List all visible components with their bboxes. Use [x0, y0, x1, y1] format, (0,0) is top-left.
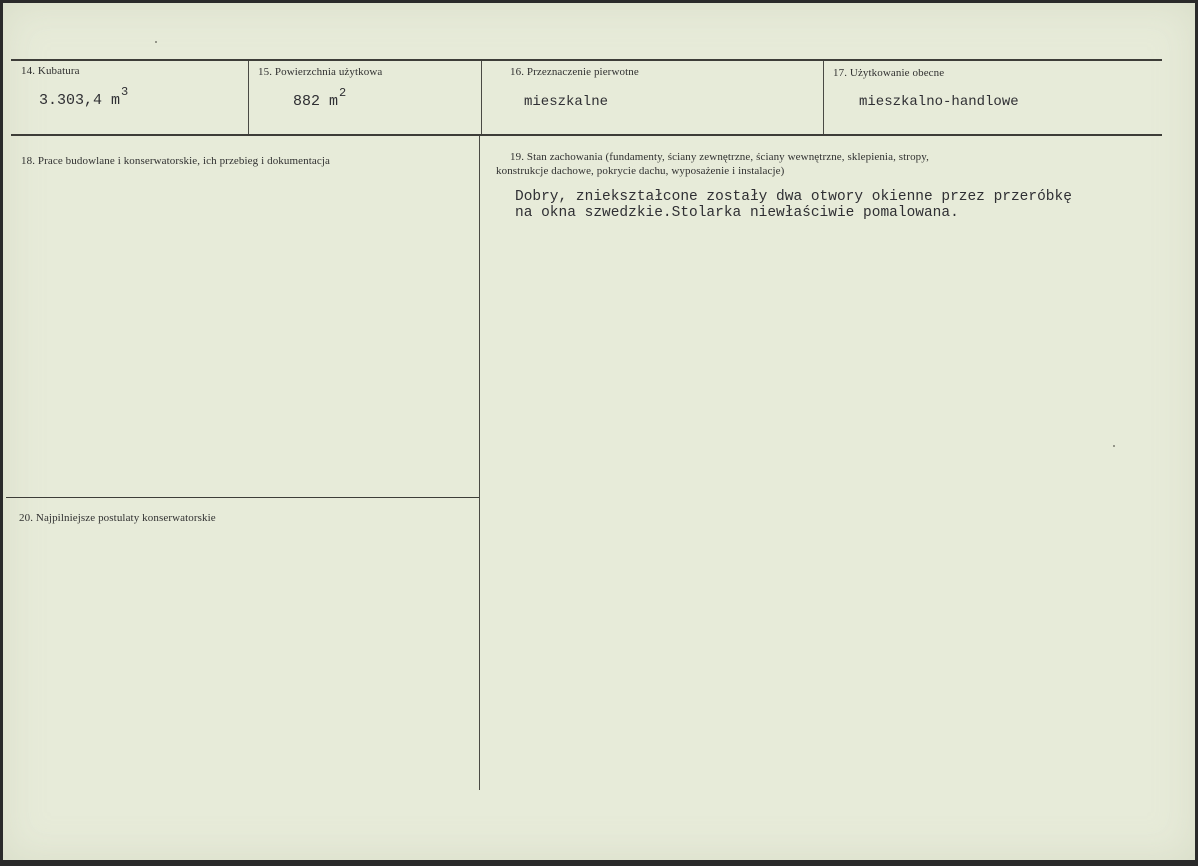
field-17-label: 17. Użytkowanie obecne [833, 67, 945, 79]
field-19-label-line2: konstrukcje dachowe, pokrycie dachu, wyposażenie i instalacje) [496, 165, 785, 177]
field-18-label: 18. Prace budowlane i konserwatorskie, ich przebieg i dokumentacja [21, 155, 330, 167]
field-17-value: mieszkalno-handlowe [859, 94, 1019, 110]
field-15-exponent: 2 [339, 86, 347, 100]
row-divider [11, 134, 1162, 136]
field-14-value [39, 85, 129, 109]
field-20-label: 20. Najpilniejsze postulaty konserwatorskie [19, 512, 216, 524]
field-15-value [293, 86, 347, 110]
top-rule [11, 59, 1162, 61]
field-16-value: mieszkalne [524, 94, 609, 110]
field-15-number: 882 m [293, 93, 339, 110]
col-divider-3 [823, 61, 824, 134]
field-19-text-line2: na okna szwedzkie.Stolarka niewłaściwie pomalowana. [515, 205, 959, 221]
field-14-label: 14. Kubatura [21, 65, 80, 77]
section-divider [6, 497, 479, 498]
field-19-text-line1: Dobry, zniekształcone zostały dwa otwory okienne przez przeróbkę [515, 189, 1072, 205]
field-16-label: 16. Przeznaczenie pierwotne [510, 66, 639, 78]
field-15-label: 15. Powierzchnia użytkowa [258, 66, 383, 78]
col-divider-1 [248, 61, 249, 134]
field-19-label-line1: 19. Stan zachowania (fundamenty, ściany zewnętrzne, ściany wewnętrzne, sklepienia, stropy, [510, 151, 930, 163]
main-col-divider [479, 136, 480, 790]
speck [1113, 445, 1115, 447]
col-divider-2 [481, 61, 482, 134]
field-14-number: 3.303,4 m [39, 92, 121, 109]
field-14-exponent: 3 [121, 85, 129, 99]
speck [155, 41, 157, 43]
record-card [3, 3, 1195, 860]
